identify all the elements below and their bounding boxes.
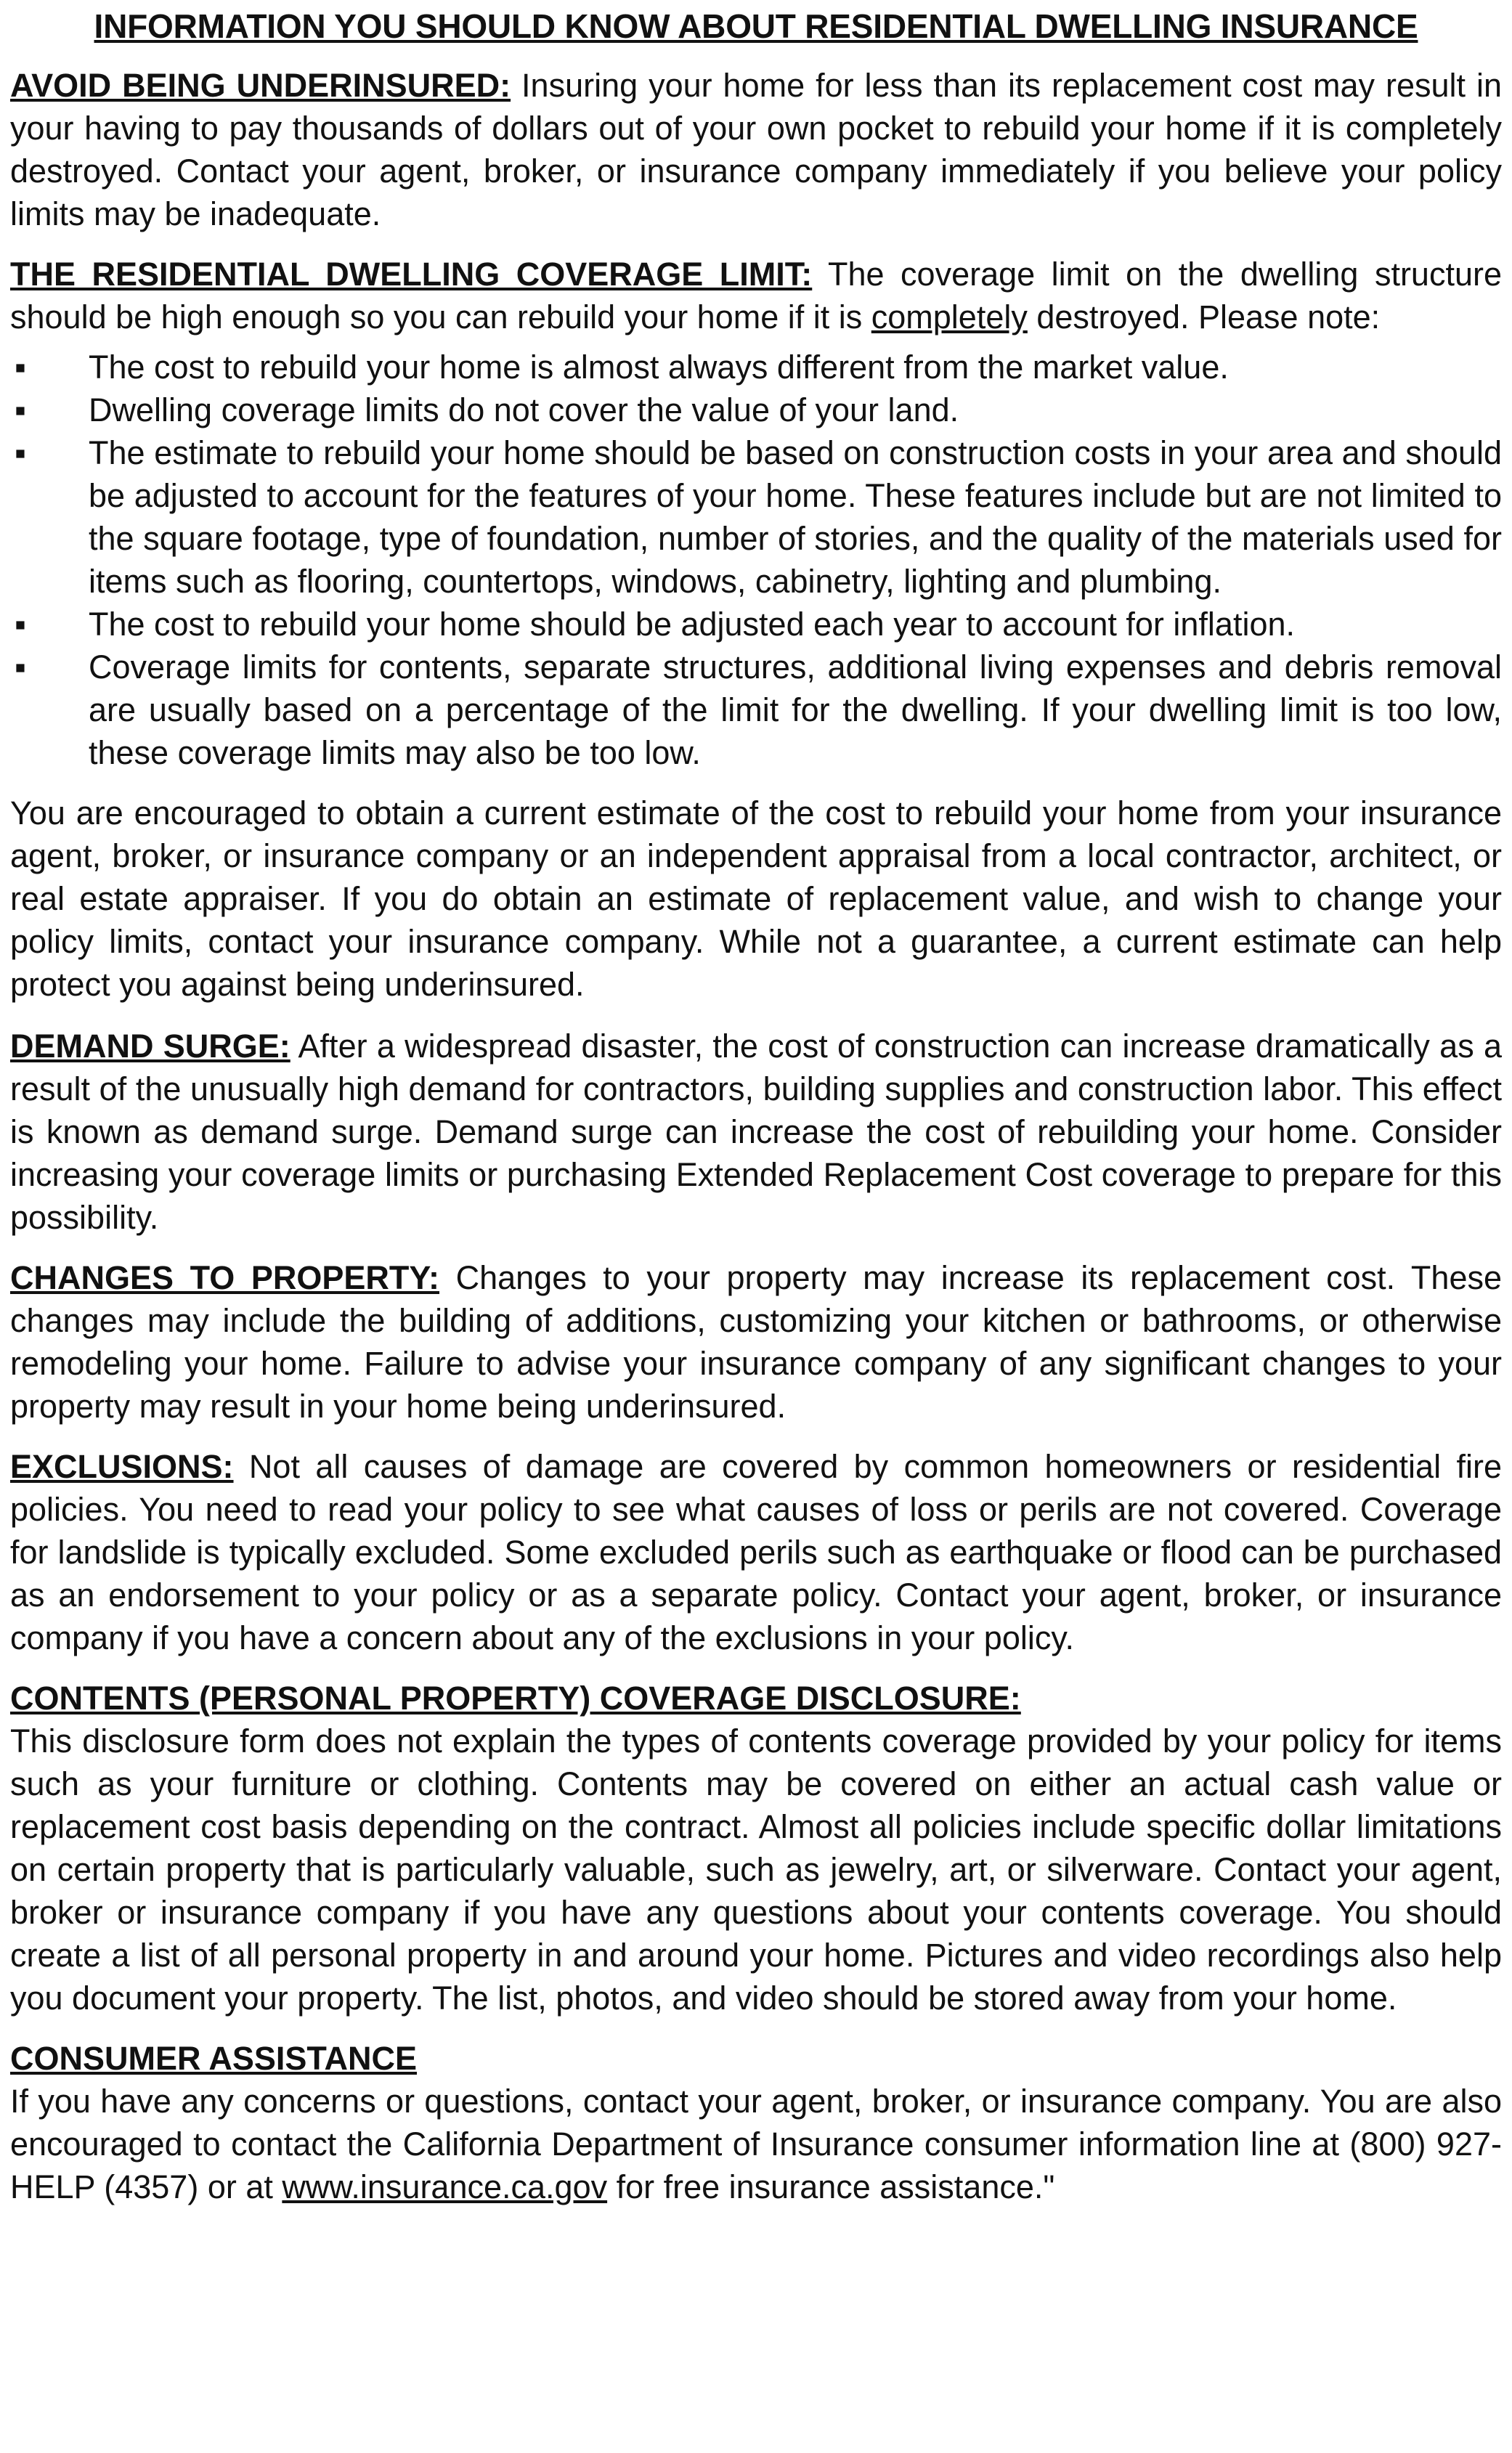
heading-exclusions: EXCLUSIONS: — [10, 1448, 234, 1485]
text-exclusions: Not all causes of damage are covered by common homeowners or residential fire policies. You need to read your policy to see what causes of loss or perils are not covered. Coverage for landslide is typically excluded. Some excluded perils such as earthquake or flood can be purchased as an endorsement to your policy or as a separate policy. Contact your agent, broker, or insurance company if you have a concern about any of the exclusions in your policy. — [10, 1448, 1502, 1656]
dwelling-limit-bullet-list — [10, 346, 1502, 774]
section-demand-surge — [10, 1025, 1502, 1239]
section-changes-to-property — [10, 1256, 1502, 1428]
text-completely: completely — [871, 298, 1028, 335]
list-item — [10, 431, 1502, 603]
bullet-marker: ▪ — [15, 606, 26, 643]
text-changes-to-property: Changes to your property may increase its replacement cost. These changes may include the building of additions, customizing your kitchen or bathrooms, or otherwise remodeling your home. Failure to advise your insurance company of any significant changes to your property may result in your home being underinsured. — [10, 1259, 1502, 1425]
bullet-text: Coverage limits for contents, separate structures, additional living expenses and debris removal are usually based on a percentage of the limit for the dwelling. If your dwelling limit is too low, these coverage limits may also be too low. — [89, 648, 1502, 771]
list-item — [10, 603, 1502, 646]
section-exclusions — [10, 1445, 1502, 1659]
text-consumer-assistance-before: If you have any concerns or questions, contact your agent, broker, or insurance company. You are also encouraged to contact the California Department of Insurance consumer information line at (800) 927-HELP (4357) or at — [10, 2083, 1502, 2205]
text-consumer-assistance-after: for free insurance assistance." — [607, 2168, 1055, 2205]
section-contents — [10, 1677, 1502, 2019]
text-demand-surge: After a widespread disaster, the cost of construction can increase dramatically as a result of the unusually high demand for contractors, building supplies and construction labor. This effect is known as demand surge. Demand surge can increase the cost of rebuilding your home. Consider increasing your coverage limits or purchasing Extended Replacement Cost coverage to prepare for this possibility. — [10, 1028, 1502, 1236]
bullet-text: The cost to rebuild your home should be adjusted each year to account for inflation. — [89, 606, 1296, 643]
heading-changes-to-property: CHANGES TO PROPERTY: — [10, 1259, 440, 1296]
text-dwelling-limit-before: The coverage limit on the dwelling structure should be high enough so you can rebuild your home if it is — [10, 256, 1503, 335]
dwelling-limit-follow-up: You are encouraged to obtain a current estimate of the cost to rebuild your home from your insurance agent, broker, or insurance company or an independent appraisal from a local contractor, architect, or real estate appraiser. If you do obtain an estimate of replacement value, and wish to change your policy limits, contact your insurance company. While not a guarantee, a current estimate can help protect you against being underinsured. — [10, 794, 1502, 1003]
disclosure-document — [10, 4, 1502, 2226]
list-item — [10, 346, 1502, 389]
heading-dwelling-limit: THE RESIDENTIAL DWELLING COVERAGE LIMIT: — [10, 256, 813, 293]
text-dwelling-limit-after: destroyed. Please note: — [1027, 298, 1381, 335]
text-underinsured: Insuring your home for less than its replacement cost may result in your having to pay thousands of dollars out of your own pocket to rebuild your home if it is completely destroyed. Contact your agent, broker, or insurance company immediately if you believe your policy limits may be inadequate. — [10, 67, 1502, 232]
section-dwelling-limit — [10, 253, 1502, 1006]
dwelling-limit-intro — [10, 253, 1502, 338]
text-contents: This disclosure form does not explain the types of contents coverage provided by your policy for items such as your furniture or clothing. Contents may be covered on either an actual cash value or replacement cost basis depending on the contract. Almost all policies include specific dollar limitations on certain property that is particularly valuable, such as jewelry, art, or silverware. Contact your agent, broker or insurance company if you have any questions about your contents coverage. You should create a list of all personal property in and around your home. Pictures and video recordings also help you document your property. The list, photos, and video should be stored away from your home. — [10, 1722, 1502, 2017]
heading-contents: CONTENTS (PERSONAL PROPERTY) COVERAGE DISCLOSURE: — [10, 1680, 1021, 1717]
document-title: INFORMATION YOU SHOULD KNOW ABOUT RESIDENTIAL DWELLING INSURANCE — [94, 7, 1418, 45]
list-item — [10, 389, 1502, 431]
section-underinsured — [10, 64, 1502, 235]
list-item — [10, 646, 1502, 774]
bullet-text: The estimate to rebuild your home should be based on construction costs in your area and should be adjusted to account for the features of your home. These features include but are not limited to the square footage, type of foundation, number of stories, and the quality of the materials used for items such as flooring, countertops, windows, cabinetry, lighting and plumbing. — [89, 434, 1502, 600]
bullet-marker: ▪ — [15, 434, 26, 471]
bullet-marker: ▪ — [15, 648, 26, 686]
bullet-marker: ▪ — [15, 391, 26, 428]
heading-demand-surge: DEMAND SURGE: — [10, 1028, 290, 1065]
section-consumer-assistance — [10, 2037, 1502, 2208]
bullet-marker: ▪ — [15, 349, 26, 386]
bullet-text: Dwelling coverage limits do not cover the value of your land. — [89, 391, 959, 428]
insurance-website-link[interactable]: www.insurance.ca.gov — [282, 2168, 608, 2205]
bullet-text: The cost to rebuild your home is almost always different from the market value. — [89, 349, 1229, 386]
heading-underinsured: AVOID BEING UNDERINSURED: — [10, 67, 511, 104]
heading-consumer-assistance: CONSUMER ASSISTANCE — [10, 2040, 418, 2077]
